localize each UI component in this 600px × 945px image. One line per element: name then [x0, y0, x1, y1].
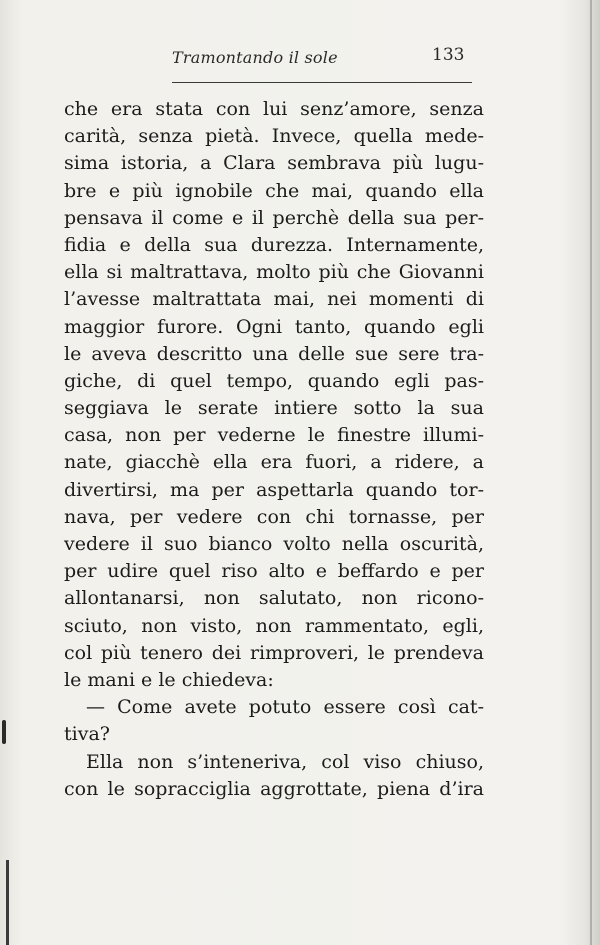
header-rule [172, 82, 472, 83]
text-line: per udire quel riso alto e beffardo e per [64, 560, 484, 583]
text-line: le aveva descritto una delle sue sere tra- [64, 342, 484, 365]
text-line: sima istoria, a Clara sembrava più lugu- [64, 152, 484, 175]
text-line: maggior furore. Ogni tanto, quando egli [64, 315, 484, 338]
page-number: 133 [432, 45, 465, 65]
text-line: col più tenero dei rimproveri, le prendeva [64, 641, 484, 664]
text-line: carità, senza pietà. Invece, quella mede- [64, 125, 484, 148]
text-line: le mani e le chiedeva: [64, 668, 274, 691]
running-title: Tramontando il sole [172, 48, 338, 67]
text-line: giche, di quel tempo, quando egli pas- [64, 369, 484, 392]
text-line: divertirsi, ma per aspettarla quando tor- [64, 478, 484, 501]
text-line: che era stata con lui senz’amore, senza [64, 98, 484, 120]
text-line: vedere il suo bianco volto nella oscurità, [64, 533, 484, 555]
page-edge-shadow [590, 0, 592, 945]
text-line: seggiava le serate intiere sotto la sua [64, 397, 484, 420]
text-line: nate, giacchè ella era fuori, a ridere, a [64, 451, 484, 474]
text-line: ella si maltrattava, molto più che Giovanni [64, 261, 484, 284]
paragraph-start-line: Ella non s’inteneriva, col viso chiuso, [86, 750, 484, 773]
text-line: casa, non per vederne le finestre illumi- [64, 424, 484, 447]
body-text [64, 96, 484, 803]
text-line: bre e più ignobile che mai, quando ella [64, 179, 484, 202]
text-line: pensava il come e il perchè della sua per- [64, 206, 484, 229]
text-line: fidia e della sua durezza. Internamente, [64, 233, 484, 256]
binding-mark [2, 720, 6, 744]
dialogue-line: — Come avete potuto essere così cat- [86, 696, 484, 719]
text-line: tiva? [64, 723, 110, 746]
binding-edge [6, 860, 9, 945]
text-line: sciuto, non visto, non rammentato, egli, [64, 614, 484, 637]
text-line: allontanarsi, non salutato, non ricono- [64, 587, 484, 610]
text-line: con le sopracciglia aggrottate, piena d’ira [64, 777, 484, 800]
text-line: nava, per vedere con chi tornasse, per [64, 505, 484, 528]
text-line: l’avesse maltrattata mai, nei momenti di [64, 288, 484, 311]
